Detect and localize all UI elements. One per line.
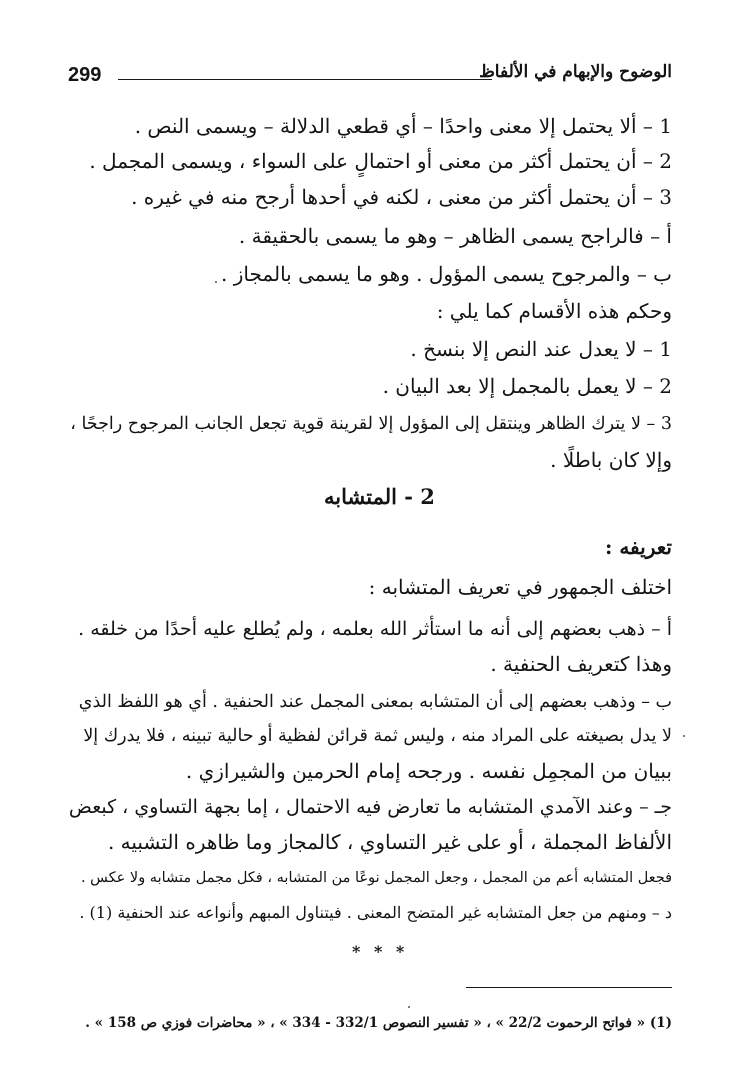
header-rule	[118, 79, 492, 80]
text-line: 2 – أن يحتمل أكثر من معنى أو احتمالٍ على السواء ، ويسمى المجمل .	[89, 149, 672, 173]
text-line: ب – وذهب بعضهم إلى أن المتشابه بمعنى المجمل عند الحنفية . أي هو اللفظ الذي	[78, 692, 672, 712]
text-line: 3 – أن يحتمل أكثر من معنى ، لكنه في أحدها أرجح منه في غيره .	[131, 185, 672, 209]
page-header	[68, 50, 672, 90]
text-line: الألفاظ المجملة ، أو على غير التساوي ، كالمجاز وما ظاهره التشبيه .	[107, 830, 672, 854]
text-line: وحكم هذه الأقسام كما يلي :	[436, 299, 672, 323]
text-line: وهذا كتعريف الحنفية .	[490, 652, 672, 676]
text-line: ببيان من المجمِل نفسه . ورجحه إمام الحرمين والشيرازي .	[185, 759, 672, 783]
footnote: (1) « فواتح الرحموت 22/2 » ، « تفسير النصوص 332/1 - 334 » ، « محاضرات فوزي ص 158 » .	[85, 1015, 672, 1031]
print-speck	[408, 1006, 410, 1008]
text-line: 3 – لا يترك الظاهر وينتقل إلى المؤول إلا لقرينة قوية تجعل الجانب المرجوح راجحًا ،	[70, 414, 672, 434]
text-line: فجعل المتشابه أعم من المجمل ، وجعل المجمل نوعًا من المتشابه ، فكل مجمل متشابه ولا عكس .	[80, 870, 672, 886]
section-separator: * * *	[352, 942, 409, 961]
text-line: اختلف الجمهور في تعريف المتشابه :	[368, 575, 672, 599]
page-number: 299	[68, 64, 102, 86]
running-title: الوضوح والإبهام في الألفاظ	[479, 62, 672, 82]
text-line: د – ومنهم من جعل المتشابه غير المتضح المعنى . فيتناول المبهم وأنواعه عند الحنفية (1) .	[79, 903, 672, 922]
text-line: 1 – ألا يحتمل إلا معنى واحدًا – أي قطعي الدلالة – ويسمى النص .	[134, 114, 672, 138]
print-speck	[683, 735, 685, 737]
subheading: تعريفه :	[604, 535, 672, 559]
print-speck	[215, 281, 217, 283]
text-line: وإلا كان باطلًا .	[550, 448, 672, 472]
text-line: 1 – لا يعدل عند النص إلا بنسخ .	[410, 337, 672, 361]
text-line: جـ – وعند الآمدي المتشابه ما تعارض فيه الاحتمال ، إما بجهة التساوي ، كبعض	[68, 796, 672, 818]
text-line: 2 – لا يعمل بالمجمل إلا بعد البيان .	[382, 374, 672, 398]
footnote-rule	[466, 987, 672, 988]
text-line: ب – والمرجوح يسمى المؤول . وهو ما يسمى بالمجاز .	[221, 262, 672, 286]
text-line: لا يدل بصيغته على المراد منه ، وليس ثمة قرائن لفظية أو حالية تبينه ، فلا يدرك إلا	[83, 726, 672, 746]
text-line: أ – ذهب بعضهم إلى أنه ما استأثر الله بعلمه ، ولم يُطلع عليه أحدًا من خلقه .	[78, 618, 672, 640]
section-title: 2 - المتشابه	[324, 484, 435, 509]
text-line: أ – فالراجح يسمى الظاهر – وهو ما يسمى بالحقيقة .	[238, 224, 672, 248]
